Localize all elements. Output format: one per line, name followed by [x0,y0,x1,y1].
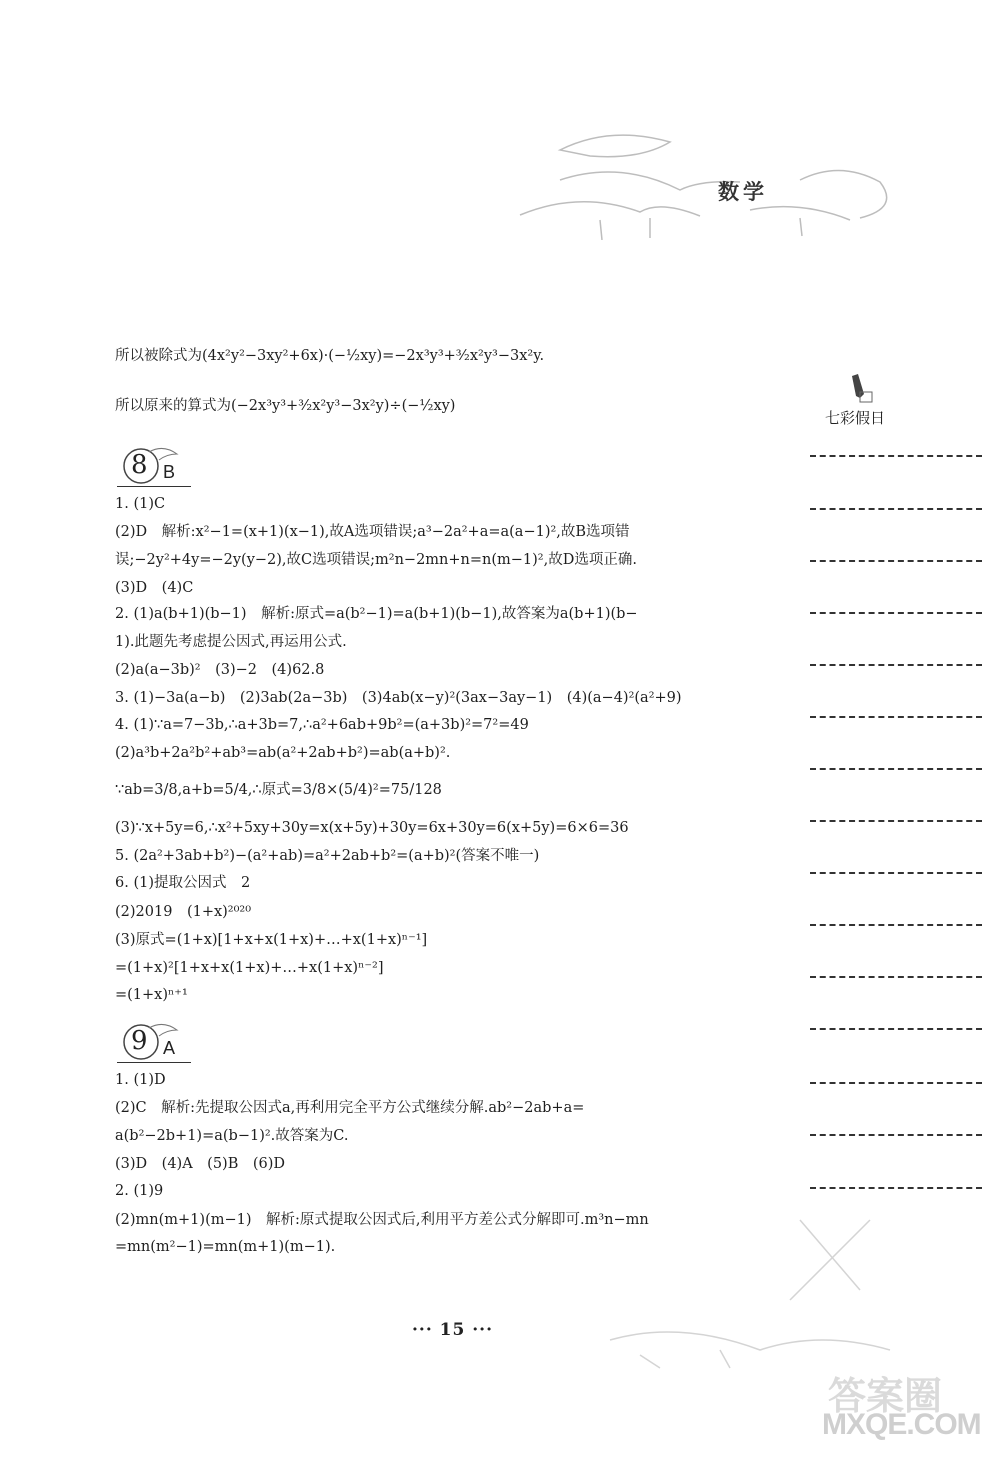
section-badge-8 [115,446,195,488]
badge-swirl-icon [115,446,193,486]
intro-line-2: 所以原来的算式为(−2x³y³+³⁄₂x²y³−3x²y)÷(−½xy) [115,398,456,414]
answer-line: (3)D (4)A (5)B (6)D [115,1156,286,1172]
answer-line: 4. (1)∵a=7−3b,∴a+3b=7,∴a²+6ab+9b²=(a+3b)²=7²=49 [115,717,529,733]
answer-line: (3)原式=(1+x)[1+x+x(1+x)+…+x(1+x)ⁿ⁻¹] [115,932,428,948]
section-letter: B [163,462,176,482]
answer-line: (2)D 解析:x²−1=(x+1)(x−1),故A选项错误;a³−2a²+a=a(a−1)²,故B选项错 [115,524,630,540]
section-underline [117,486,191,487]
answer-line: 2. (1)a(b+1)(b−1) 解析:原式=a(b²−1)=a(b+1)(b−1),故答案为a(b+1)(b− [115,606,638,622]
writing-line [810,455,982,457]
writing-line [810,976,982,978]
writing-line [810,716,982,718]
answer-line: 3. (1)−3a(a−b) (2)3ab(2a−3b) (3)4ab(x−y)²(3ax−3ay−1) (4)(a−4)²(a²+9) [115,690,682,706]
answer-line: ∵ab=3/8,a+b=5/4,∴原式=3/8×(5/4)²=75/128 [115,782,442,798]
answer-line: =(1+x)ⁿ⁺¹ [115,987,188,1003]
answer-line: (3)D (4)C [115,580,194,596]
answer-line: (2)mn(m+1)(m−1) 解析:原式提取公因式后,利用平方差公式分解即可.m³n−mn [115,1212,649,1228]
badge-swirl-icon [115,1022,193,1062]
answer-line: (2)a(a−3b)² (3)−2 (4)62.8 [115,662,325,678]
writing-line [810,560,982,562]
answer-line: 1. (1)D [115,1072,166,1088]
answer-line: (3)∵x+5y=6,∴x²+5xy+30y=x(x+5y)+30y=6x+30y=6(x+5y)=6×6=36 [115,820,629,836]
writing-line [810,1028,982,1030]
page-number: ··· 15 ··· [412,1320,494,1340]
answer-line: (2)C 解析:先提取公因式a,再利用完全平方公式继续分解.ab²−2ab+a= [115,1100,585,1116]
sidebar-label: 七彩假日 [825,410,886,427]
writing-line [810,872,982,874]
writing-line [810,664,982,666]
answer-line: 6. (1)提取公因式 2 [115,875,251,891]
writing-line [810,1187,982,1189]
writing-line [810,612,982,614]
section-number: 8 [131,450,148,480]
section-underline [117,1062,191,1063]
answer-line: 2. (1)9 [115,1183,164,1199]
section-badge-9 [115,1022,195,1064]
writing-line [810,508,982,510]
writing-line [810,768,982,770]
answer-line: (2)a³b+2a²b²+ab³=ab(a²+2ab+b²)=ab(a+b)². [115,745,451,761]
header-decoration-illustration [500,120,920,240]
answer-line: 1. (1)C [115,496,166,512]
answer-line: 误;−2y²+4y=−2y(y−2),故C选项错误;m²n−2mn+n=n(m−1)²,故D选项正确. [115,552,637,568]
answer-line: a(b²−2b+1)=a(b−1)².故答案为C. [115,1128,349,1144]
pen-icon [848,372,874,406]
answer-line: =(1+x)²[1+x+x(1+x)+…+x(1+x)ⁿ⁻²] [115,960,384,976]
section-number: 9 [131,1026,148,1056]
writing-line [810,924,982,926]
section-letter: A [163,1038,176,1058]
answer-line: (2)2019 (1+x)²⁰²⁰ [115,904,252,920]
writing-line [810,1134,982,1136]
writing-line [810,820,982,822]
writing-line [810,1082,982,1084]
footer-decoration-illustration [600,1200,900,1370]
answer-line: 5. (2a²+3ab+b²)−(a²+ab)=a²+2ab+b²=(a+b)²(答案不唯一) [115,848,540,864]
subject-title: 数学 [718,179,768,204]
watermark-logo: 答案圈 [828,1374,943,1418]
answer-line: 1).此题先考虑提公因式,再运用公式. [115,634,347,650]
answer-line: =mn(m²−1)=mn(m+1)(m−1). [115,1239,336,1255]
intro-line-1: 所以被除式为(4x²y²−3xy²+6x)·(−½xy)=−2x³y³+³⁄₂x²y³−3x²y. [115,348,545,364]
watermark-url: MXQE.COM [822,1408,981,1441]
